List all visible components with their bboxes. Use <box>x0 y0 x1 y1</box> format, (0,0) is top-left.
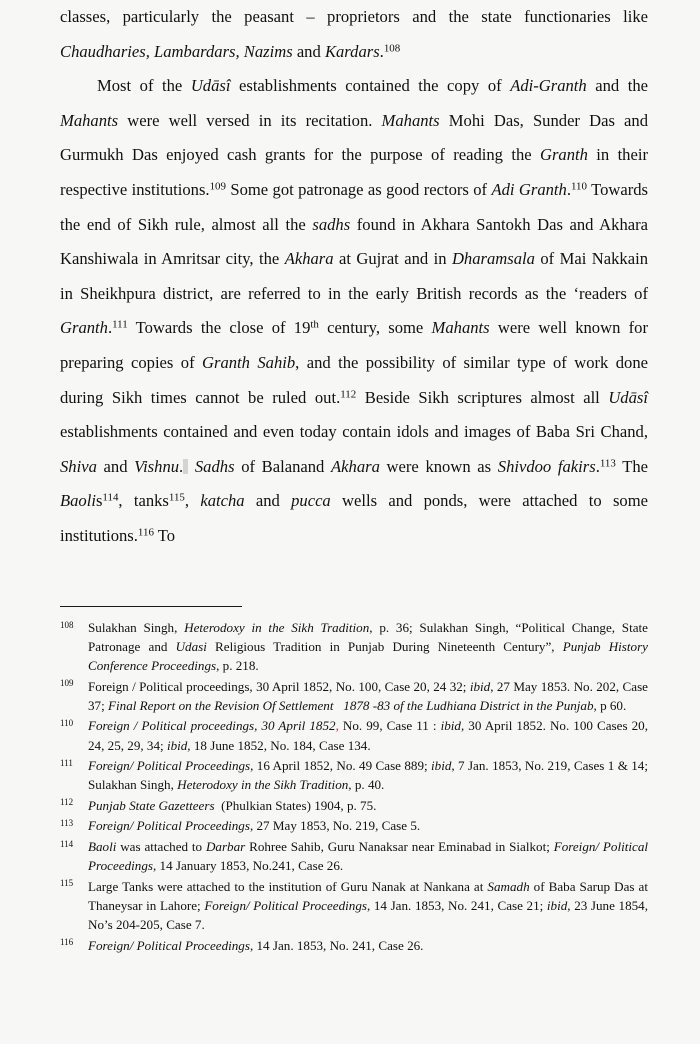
footnote-number: 110 <box>60 717 74 728</box>
footnote-text: Sulakhan Singh, Heterodoxy in the Sikh Tradition, p. 36; Sulakhan Singh, “Political Change, State Patronage and Udasi Religious Tradition in Punjab During Nineteenth Century”, Punjab History Conference Proceedings, p. 218. <box>88 620 648 674</box>
footnote-text: Foreign/ Political Proceedings, 27 May 1853, No. 219, Case 5. <box>88 818 421 834</box>
body-text-block <box>60 0 648 554</box>
footnote-item <box>60 877 648 934</box>
footnote-text: Foreign/ Political Proceedings, 14 Jan. 1853, No. 241, Case 26. <box>88 937 424 953</box>
footnote-item <box>60 837 648 875</box>
footnote-text: Foreign/ Political Proceedings, 16 April 1852, No. 49 Case 889; ibid, 7 Jan. 1853, No. 219, Cases 1 & 14; Sulakhan Singh, Heterodoxy in the Sikh Tradition, p. 40. <box>88 758 648 793</box>
footnote-text: Foreign / Political proceedings, 30 April 1852, No. 100, Case 20, 24 32; ibid, 27 May 1853. No. 202, Case 37; Final Report on the Revision Of Settlement 1878 -83 of the Ludhiana District in the Punjab, p 60. <box>88 678 648 713</box>
footnote-number: 109 <box>60 678 74 689</box>
footnote-number: 108 <box>60 619 74 630</box>
footnote-separator-rule <box>60 606 242 607</box>
footnote-number: 116 <box>60 937 74 947</box>
footnote-text: Foreign / Political proceedings, 30 April 1852, No. 99, Case 11 : ibid, 30 April 1852. No. 100 Cases 20, 24, 25, 29, 34; ibid, 18 June 1852, No. 184, Case 134. <box>88 718 648 753</box>
paragraph-continuation: classes, particularly the peasant – proprietors and the state functionaries like Chaudharies, Lambardars, Nazims and Kardars.$^{108}$ <box>60 7 648 61</box>
footnote-item <box>60 816 648 835</box>
footnote-item <box>60 936 648 955</box>
footnote-number: 111 <box>60 757 73 768</box>
footnote-list <box>60 618 648 956</box>
footnote-number: 112 <box>60 797 74 808</box>
footnote-item <box>60 716 648 754</box>
footnote-item <box>60 756 648 794</box>
footnote-number: 113 <box>60 817 74 828</box>
paragraph-udasi-establishments: Most of the Udāsî establishments contained the copy of Adi-Granth and the Mahants were well versed in its recitation. Mahants Mohi Das, Sunder Das and Gurmukh Das enjoyed cash grants for the purpose of reading the Granth in their respective institutions.$^{109}$ Some got patronage as good rectors of Adi Granth.$^{110}$ Towards the end of Sikh rule, almost all the sadhs found in Akhara Santokh Das and Akhara Kanshiwala in Amritsar city, the Akhara at Gujrat and in Dharamsala of Mai Nakkain in Sheikhpura district, are referred to in the early British records as the ‘readers of Granth.$^{111}$ Towards the close of 19th century, some Mahants were well known for preparing copies of Granth Sahib, and the possibility of similar type of work done during Sikh times cannot be ruled out.$^{112}$ Beside Sikh scriptures almost all Udāsî establishments contained and even today contain idols and images of Baba Sri Chand, Shiva and Vishnu. Sadhs of Balanand Akhara were known as Shivdoo fakirs.$^{113}$ The Baolis$^{114}$, tanks$^{115}$, katcha and pucca wells and ponds, were attached to some institutions.$^{116}$ To <box>60 76 649 545</box>
footnote-text: Large Tanks were attached to the institution of Guru Nanak at Nankana at Samadh of Baba Sarup Das at Thaneysar in Lahore; Foreign/ Political Proceedings, 14 Jan. 1853, No. 241, Case 21; ibid, 23 June 1854, No’s 204-205, Case 7. <box>88 878 649 932</box>
footnote-item <box>60 796 648 815</box>
footnote-number: 114 <box>60 838 74 849</box>
footnote-text: Baoli was attached to Darbar Rohree Sahib, Guru Nanaksar near Eminabad in Sialkot; Foreign/ Political Proceedings, 14 January 1853, No.241, Case 26. <box>88 839 648 874</box>
footnote-item <box>60 677 648 715</box>
footnote-number: 115 <box>60 878 74 889</box>
footnote-text: Punjab State Gazetteers (Phulkian States) 1904, p. 75. <box>88 797 377 813</box>
footnote-item <box>60 618 648 675</box>
